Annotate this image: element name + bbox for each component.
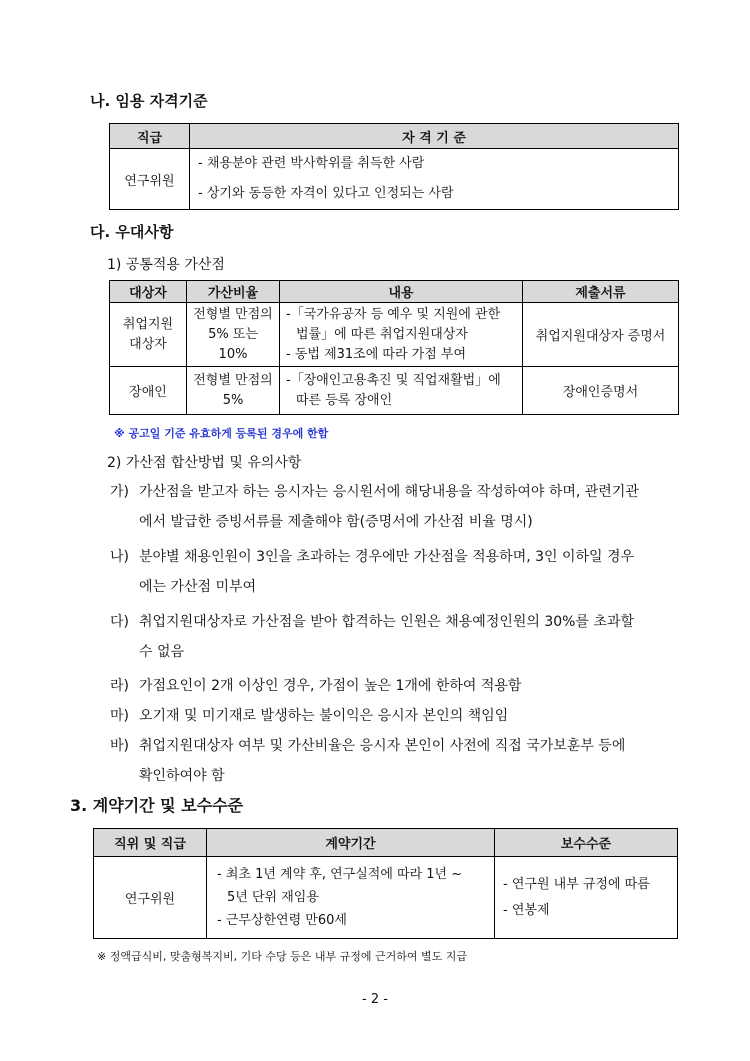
table-header: 계약기간 <box>207 829 495 857</box>
section-title-da: 다. 우대사항 <box>90 223 174 241</box>
table-header: 자 격 기 준 <box>190 124 679 149</box>
item-mark: 바) <box>110 738 129 754</box>
target-line: 대상자 <box>129 336 167 352</box>
period-line: - 최초 1년 계약 후, 연구실적에 따라 1년 ~ <box>217 867 463 882</box>
page-number: - 2 - <box>362 992 388 1007</box>
table-header: 직급 <box>110 124 190 149</box>
list-item <box>110 736 690 794</box>
item-line: 가점요인이 2개 이상인 경우, 가점이 높은 1개에 한하여 적용함 <box>139 678 522 694</box>
criteria-cell <box>190 149 679 210</box>
ratio-cell <box>187 367 280 415</box>
ratio-line: 전형별 만점의 <box>193 306 273 322</box>
allowance-note: ※ 정액급식비, 맞춤형복지비, 기타 수당 등은 내부 규정에 근거하여 별도 지급 <box>97 950 467 963</box>
period-line: - 근무상한연령 만60세 <box>217 913 347 928</box>
ratio-line: 10% <box>218 346 248 362</box>
criteria-line: - 상기와 동등한 자격이 있다고 인정되는 사람 <box>198 186 454 201</box>
target-cell: 장애인 <box>110 367 187 415</box>
content-line: -「장애인고용촉진 및 직업재활법」에 <box>286 372 501 388</box>
item-line: 에는 가산점 미부여 <box>139 579 257 595</box>
docs-cell: 장애인증명서 <box>523 367 679 415</box>
table-header: 대상자 <box>110 281 187 303</box>
qualification-table <box>109 123 679 210</box>
content-line: -「국가유공자 등 예우 및 지원에 관한 <box>286 306 501 322</box>
item-mark: 나) <box>110 549 129 565</box>
content-line: - 동법 제31조에 따라 가점 부여 <box>286 346 467 362</box>
subsection-title-2: 2) 가산점 합산방법 및 유의사항 <box>107 455 302 471</box>
list-item <box>110 676 690 706</box>
item-line: 취업지원대상자로 가산점을 받아 합격하는 인원은 채용예정인원의 30%를 초과할 <box>139 614 635 630</box>
content-cell <box>280 303 523 367</box>
table-header: 제출서류 <box>523 281 679 303</box>
table-header: 직위 및 직급 <box>94 829 207 857</box>
list-item <box>110 612 690 670</box>
items-list <box>110 482 690 794</box>
section-title-na: 나. 임용 자격기준 <box>90 92 208 110</box>
ratio-line: 전형별 만점의 <box>193 372 273 388</box>
content-line: 법률」에 따른 취업지원대상자 <box>296 326 468 342</box>
table-header: 가산비율 <box>187 281 280 303</box>
rank-cell: 연구위원 <box>94 857 207 939</box>
item-mark: 가) <box>110 484 129 500</box>
item-mark: 마) <box>110 708 129 724</box>
item-line: 취업지원대상자 여부 및 가산비율은 응시자 본인이 사전에 직접 국가보훈부 등에 <box>139 738 626 754</box>
list-item <box>110 547 690 606</box>
section-title-3: 3. 계약기간 및 보수수준 <box>70 796 244 815</box>
criteria-line: - 채용분야 관련 박사학위를 취득한 사람 <box>198 156 425 171</box>
content-cell <box>280 367 523 415</box>
item-line: 에서 발급한 증빙서류를 제출해야 함(증명서에 가산점 비율 명시) <box>139 514 533 530</box>
pay-line: - 연구원 내부 규정에 따름 <box>503 876 650 892</box>
table-header: 보수수준 <box>495 829 678 857</box>
period-cell <box>207 857 495 939</box>
ratio-line: 5% <box>222 392 244 408</box>
table-header: 내용 <box>280 281 523 303</box>
item-line: 오기재 및 미기재로 발생하는 불이익은 응시자 본인의 책임임 <box>139 708 509 724</box>
item-mark: 라) <box>110 678 129 694</box>
subsection-title-1: 1) 공통적용 가산점 <box>107 257 225 273</box>
item-line: 수 없음 <box>139 644 185 660</box>
validity-note: ※ 공고일 기준 유효하게 등록된 경우에 한함 <box>114 427 329 440</box>
pay-line: - 연봉제 <box>503 902 550 918</box>
content-line: 따른 등록 장애인 <box>296 392 393 408</box>
ratio-cell <box>187 303 280 367</box>
item-line: 가산점을 받고자 하는 응시자는 응시원서에 해당내용을 작성하여야 하며, 관련기관 <box>139 484 639 500</box>
bonus-table <box>109 280 679 415</box>
item-line: 확인하여야 함 <box>139 768 225 784</box>
list-item <box>110 482 690 540</box>
item-mark: 다) <box>110 614 129 630</box>
contract-table <box>93 828 678 939</box>
pay-cell <box>495 857 678 939</box>
target-line: 취업지원 <box>122 316 174 332</box>
docs-cell: 취업지원대상자 증명서 <box>523 303 679 367</box>
item-line: 분야별 채용인원이 3인을 초과하는 경우에만 가산점을 적용하며, 3인 이하일 경우 <box>139 549 635 565</box>
rank-cell: 연구위원 <box>110 149 190 210</box>
period-line: 5년 단위 재임용 <box>227 890 319 905</box>
list-item <box>110 706 690 736</box>
ratio-line: 5% 또는 <box>208 326 258 342</box>
target-cell <box>110 303 187 367</box>
